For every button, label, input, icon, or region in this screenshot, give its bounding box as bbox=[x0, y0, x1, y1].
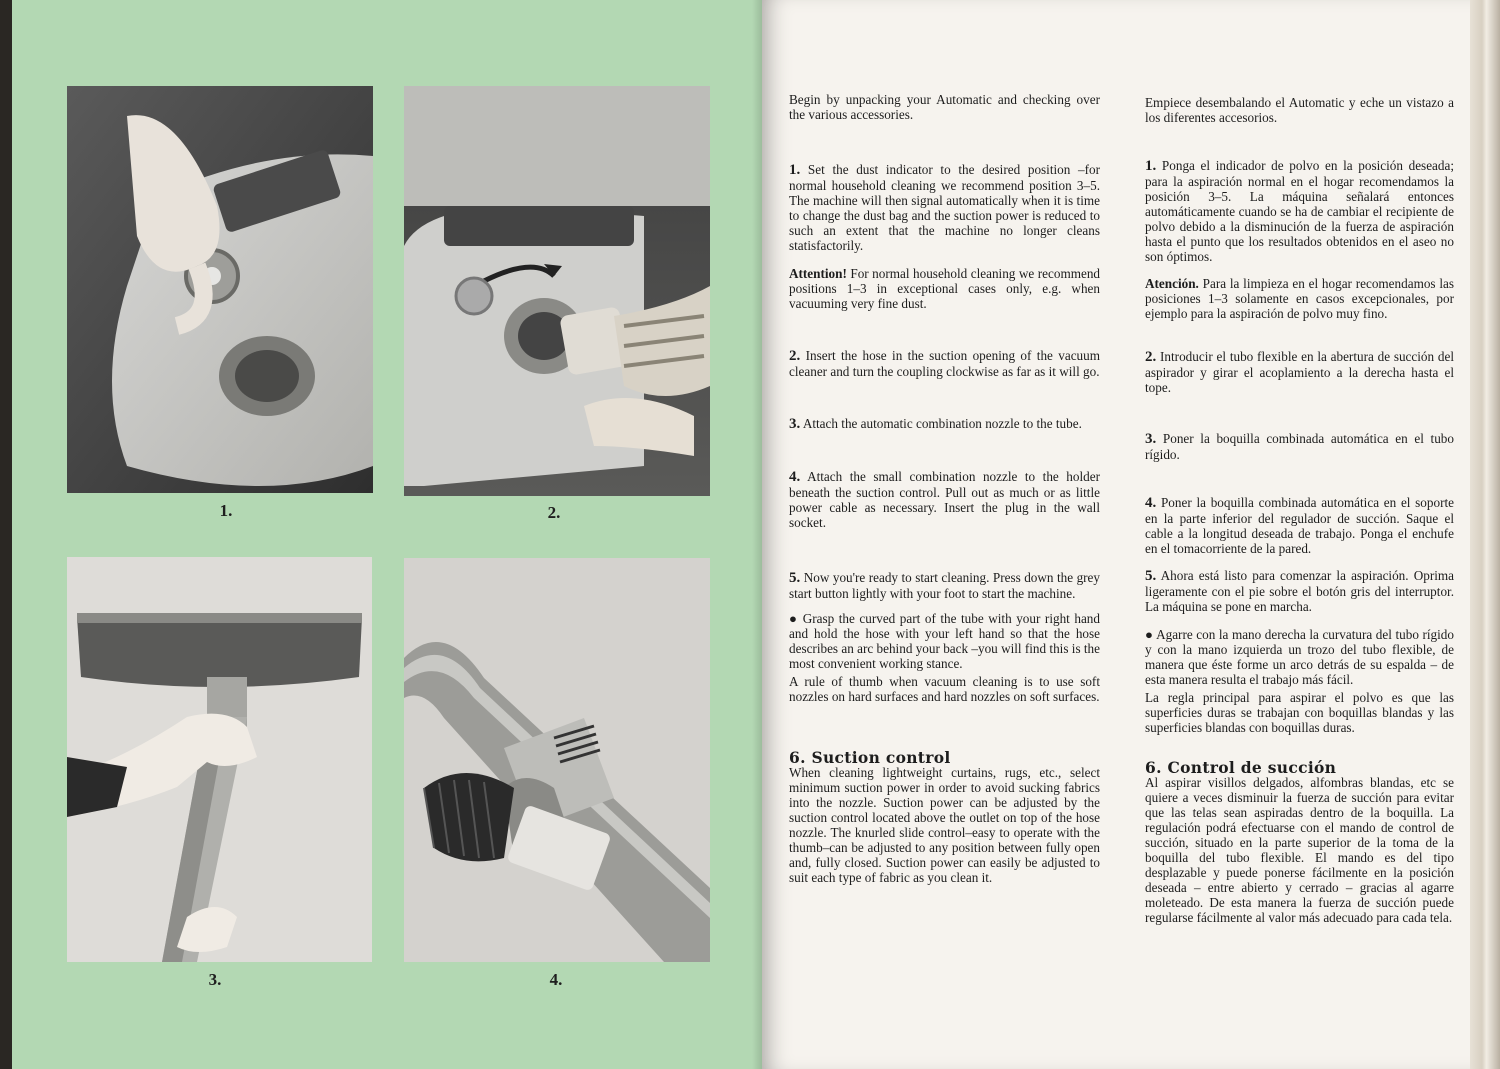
en-step-5 bbox=[789, 570, 1100, 601]
es-step-2-number: 2. bbox=[1145, 349, 1157, 365]
en-section-6-heading: 6. Suction control bbox=[789, 748, 951, 767]
en-step-3 bbox=[789, 416, 1100, 432]
es-bullet-text: Agarre con la mano derecha la curvatura del tubo rígido y con la mano izquierda un trozo del tubo flexible, de manera que éste forme un arco detrás de su espalda – de esta manera resulta el trabajo más fácil. bbox=[1145, 627, 1454, 687]
en-intro: Begin by unpacking your Automatic and checking over the various accessories. bbox=[789, 92, 1100, 122]
figure-1-caption: 1. bbox=[219, 501, 233, 520]
es-step-4-number: 4. bbox=[1145, 495, 1157, 511]
figure-1-photo bbox=[67, 86, 373, 493]
floor-nozzle-photo-icon bbox=[67, 557, 372, 962]
en-bullet-text: Grasp the curved part of the tube with your right hand and hold the hose with your left hand so that the hose describes an arc behind your back –you will find this is the most convenient working stance. bbox=[789, 611, 1100, 671]
es-attention-label: Atención. bbox=[1145, 276, 1199, 291]
en-bullet bbox=[789, 611, 1100, 671]
es-attention bbox=[1145, 276, 1454, 321]
es-step-5-number: 5. bbox=[1145, 568, 1157, 584]
vacuum-dust-indicator-photo-icon bbox=[67, 86, 373, 493]
en-step-4 bbox=[789, 469, 1100, 530]
es-step-3-text: Poner la boquilla combinada automática en el tubo rígido. bbox=[1145, 431, 1454, 462]
small-nozzle-photo-icon bbox=[404, 558, 710, 962]
vacuum-hose-attach-photo-icon bbox=[404, 86, 710, 496]
en-step-2-text: Insert the hose in the suction opening of the vacuum cleaner and turn the coupling clockwise as far as it will go. bbox=[789, 348, 1101, 379]
en-step-1-text: Set the dust indicator to the desired position –for normal household cleaning we recommend position 3–5. The machine will then signal automatically when it is time to change the dust bag and the suction power is reduced to such an extent that the machine no longer cleans statisfactorily. bbox=[789, 162, 1100, 253]
figure-4-caption: 4. bbox=[549, 970, 563, 989]
en-rule: A rule of thumb when vacuum cleaning is to use soft nozzles on hard surfaces and hard nozzles on soft surfaces. bbox=[789, 674, 1100, 704]
es-intro: Empiece desembalando el Automatic y eche un vistazo a los diferentes accesorios. bbox=[1145, 95, 1454, 125]
es-step-5-text: Ahora está listo para comenzar la aspiración. Oprima ligeramente con el pie sobre el botón gris del interruptor. La máquina se pone en marcha. bbox=[1145, 568, 1454, 614]
es-step-2 bbox=[1145, 349, 1454, 395]
spanish-column bbox=[1145, 95, 1454, 925]
en-step-2-number: 2. bbox=[789, 348, 801, 364]
es-step-4-text: Poner la boquilla combinada automática en el soporte en la parte inferior del regulador de succión. Saque el cable a la longitud deseada de trabajo. Ponga el enchufe en el tomacorriente de la pared. bbox=[1145, 495, 1454, 556]
bullet-icon: ● bbox=[789, 611, 799, 626]
es-section-6-text: Al aspirar visillos delgados, alfombras blandas, etc se quiere a veces disminuir la fuerza de succión para evitar que las telas sean aspiradas dentro de la boquilla. La regulación podrá efectuarse con el mando de control de succión, situado en la parte superior de la toma de la boquilla del tubo flexible. El mando es del tipo desplazable y puede ponerse fácilmente en la posición deseada – entre abierto y cerrado – gracias al agarre moleteado. De esta manera la fuerza de succión puede regularse fácilmente al valor más adecuado para cada tela. bbox=[1145, 775, 1454, 925]
en-step-3-number: 3. bbox=[789, 416, 801, 432]
bullet-icon: ● bbox=[1145, 627, 1154, 642]
es-step-1-text: Ponga el indicador de polvo en la posición deseada; para la aspiración normal en el hogar recomendamos la posición 3–5. La máquina señalará entonces automáticamente cuando se ha de cambiar el recipiente de polvo debido a la disminución de la fuerza de aspiración hasta el punto que los resultados obtenidos en el aseo no son óptimos. bbox=[1145, 158, 1455, 264]
en-step-2 bbox=[789, 348, 1100, 379]
en-attention-label: Attention! bbox=[789, 266, 847, 281]
en-step-3-text: Attach the automatic combination nozzle to the tube. bbox=[802, 416, 1082, 431]
figure-2-caption: 2. bbox=[547, 503, 561, 522]
figure-3-photo bbox=[67, 557, 372, 962]
es-step-2-text: Introducir el tubo flexible en la abertura de succión del aspirador y girar el acoplamiento a la derecha hasta el tope. bbox=[1145, 349, 1454, 395]
en-step-5-number: 5. bbox=[789, 570, 801, 586]
en-attention-text: For normal household cleaning we recommend positions 1–3 in exceptional cases only, e.g. when vacuuming very fine dust. bbox=[789, 266, 1101, 311]
es-attention-text: Para la limpieza en el hogar recomendamos las posiciones 1–3 solamente en casos excepcionales, por ejemplo para la aspiración de polvo muy fino. bbox=[1145, 276, 1454, 321]
es-bullet bbox=[1145, 627, 1454, 687]
en-step-4-number: 4. bbox=[789, 469, 801, 485]
es-rule: La regla principal para aspirar el polvo es que las superficies duras se trabajan con boquillas blandas y las superficies blandas con boquillas duras. bbox=[1145, 690, 1454, 735]
figure-3-caption: 3. bbox=[208, 970, 222, 989]
es-step-5 bbox=[1145, 568, 1454, 614]
es-step-1 bbox=[1145, 158, 1454, 264]
figure-2-photo bbox=[404, 86, 710, 496]
page-edge bbox=[1470, 0, 1500, 1069]
en-step-5-text: Now you're ready to start cleaning. Press down the grey start button lightly with your foot to start the machine. bbox=[789, 570, 1100, 601]
es-step-1-number: 1. bbox=[1145, 158, 1157, 174]
en-attention bbox=[789, 266, 1100, 311]
figure-4-photo bbox=[404, 558, 710, 962]
es-step-3 bbox=[1145, 431, 1454, 462]
en-step-1 bbox=[789, 162, 1100, 253]
en-section-6-text: When cleaning lightweight curtains, rugs, etc., select minimum suction power in order to avoid sucking fabrics into the nozzle. Suction power can be adjusted by the suction control located above the outlet on top of the hose nozzle. The knurled slide control–easy to operate with the thumb–can be adjusted to any position between fully open and, fully closed. Suction power can easily be adjusted to suit each type of fabric as you clean it. bbox=[789, 765, 1100, 885]
english-column bbox=[789, 92, 1100, 885]
es-step-4 bbox=[1145, 495, 1454, 556]
es-section-6-heading: 6. Control de succión bbox=[1145, 758, 1337, 777]
en-step-4-text: Attach the small combination nozzle to the holder beneath the suction control. Pull out as much or as little power cable as necessary. Insert the plug in the wall socket. bbox=[789, 469, 1100, 530]
es-step-3-number: 3. bbox=[1145, 431, 1157, 447]
en-step-1-number: 1. bbox=[789, 162, 801, 178]
